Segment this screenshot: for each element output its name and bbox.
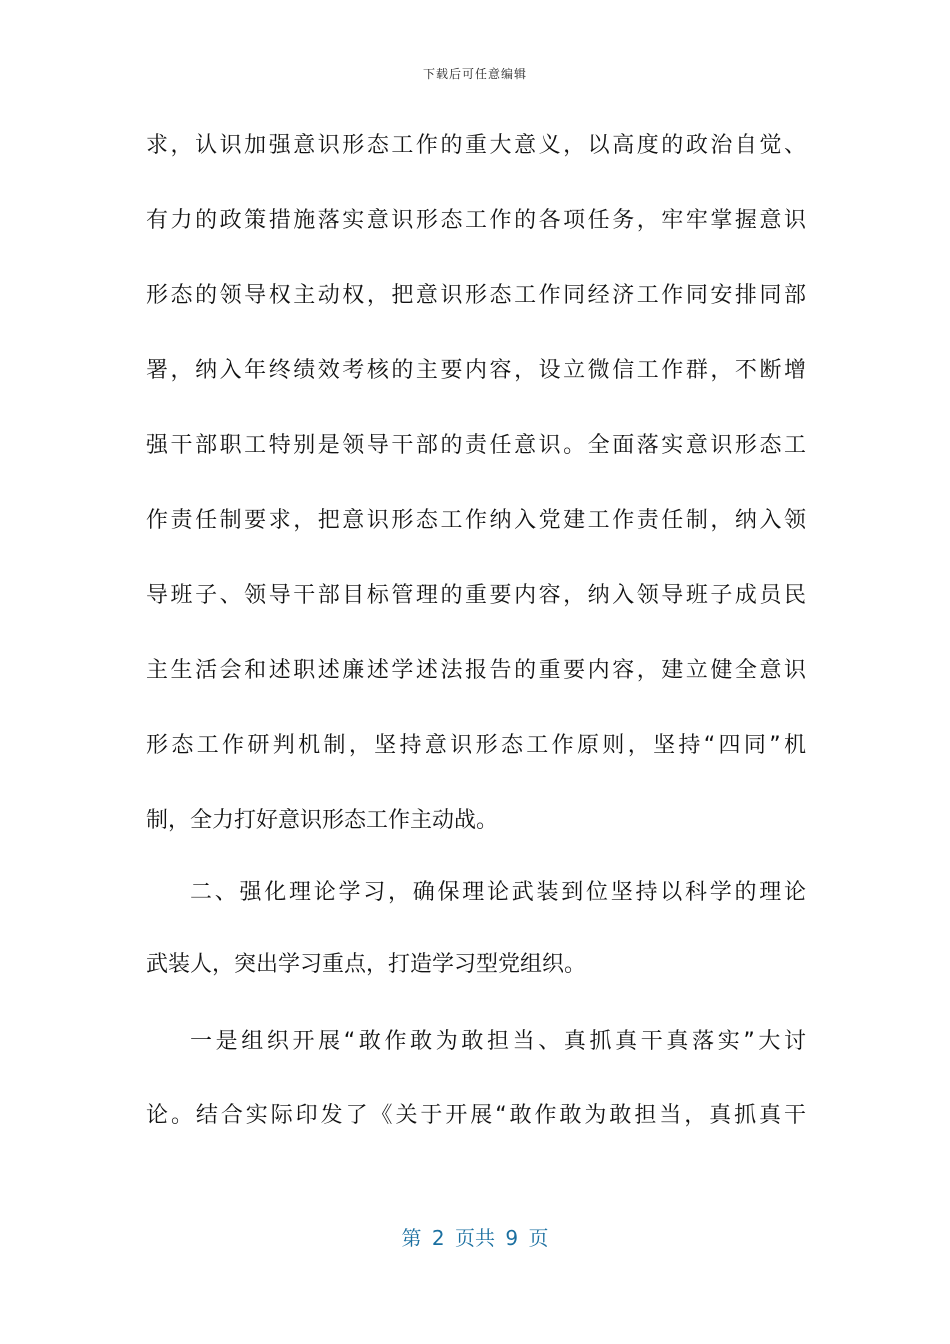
footer-suffix: 页 (528, 1226, 549, 1250)
footer-prefix: 第 (401, 1226, 422, 1250)
paragraph-2-line-2: 武装人，突出学习重点，打造学习型党组织。 (146, 952, 587, 977)
paragraph-2-line-1: 二、强化理论学习，确保理论武装到位坚持以科学的理论 (190, 880, 806, 905)
paragraph-1-line-4: 署，纳入年终绩效考核的主要内容，设立微信工作群，不断增 (146, 358, 806, 383)
page-header: 下载后可任意编辑 (422, 67, 527, 81)
paragraph-1-line-6: 作责任制要求，把意识形态工作纳入党建工作责任制，纳入领 (146, 508, 806, 533)
paragraph-1-line-9: 形态工作研判机制，坚持意识形态工作原则，坚持“四同”机 (146, 733, 806, 758)
paragraph-1-line-7: 导班子、领导干部目标管理的重要内容，纳入领导班子成员民 (146, 583, 806, 608)
footer-total-pages: 9 (505, 1226, 519, 1250)
paragraph-1-line-2: 有力的政策措施落实意识形态工作的各项任务，牢牢掌握意识 (146, 208, 806, 233)
paragraph-3-line-1: 一是组织开展“敢作敢为敢担当、真抓真干真落实”大讨 (190, 1029, 806, 1054)
paragraph-3-line-2: 论。结合实际印发了《关于开展“敢作敢为敢担当，真抓真干 (146, 1103, 806, 1128)
paragraph-1-line-3: 形态的领导权主动权，把意识形态工作同经济工作同安排同部 (146, 283, 806, 308)
page-footer (0, 1224, 950, 1252)
paragraph-1-line-8: 主生活会和述职述廉述学述法报告的重要内容，建立健全意识 (146, 658, 806, 683)
paragraph-1-line-10: 制，全力打好意识形态工作主动战。 (146, 808, 499, 833)
paragraph-1-line-5: 强干部职工特别是领导干部的责任意识。全面落实意识形态工 (146, 433, 806, 458)
footer-current-page: 2 (431, 1226, 445, 1250)
footer-mid: 页共 (455, 1226, 495, 1250)
paragraph-1-line-1: 求，认识加强意识形态工作的重大意义，以高度的政治自觉、 (146, 133, 806, 158)
